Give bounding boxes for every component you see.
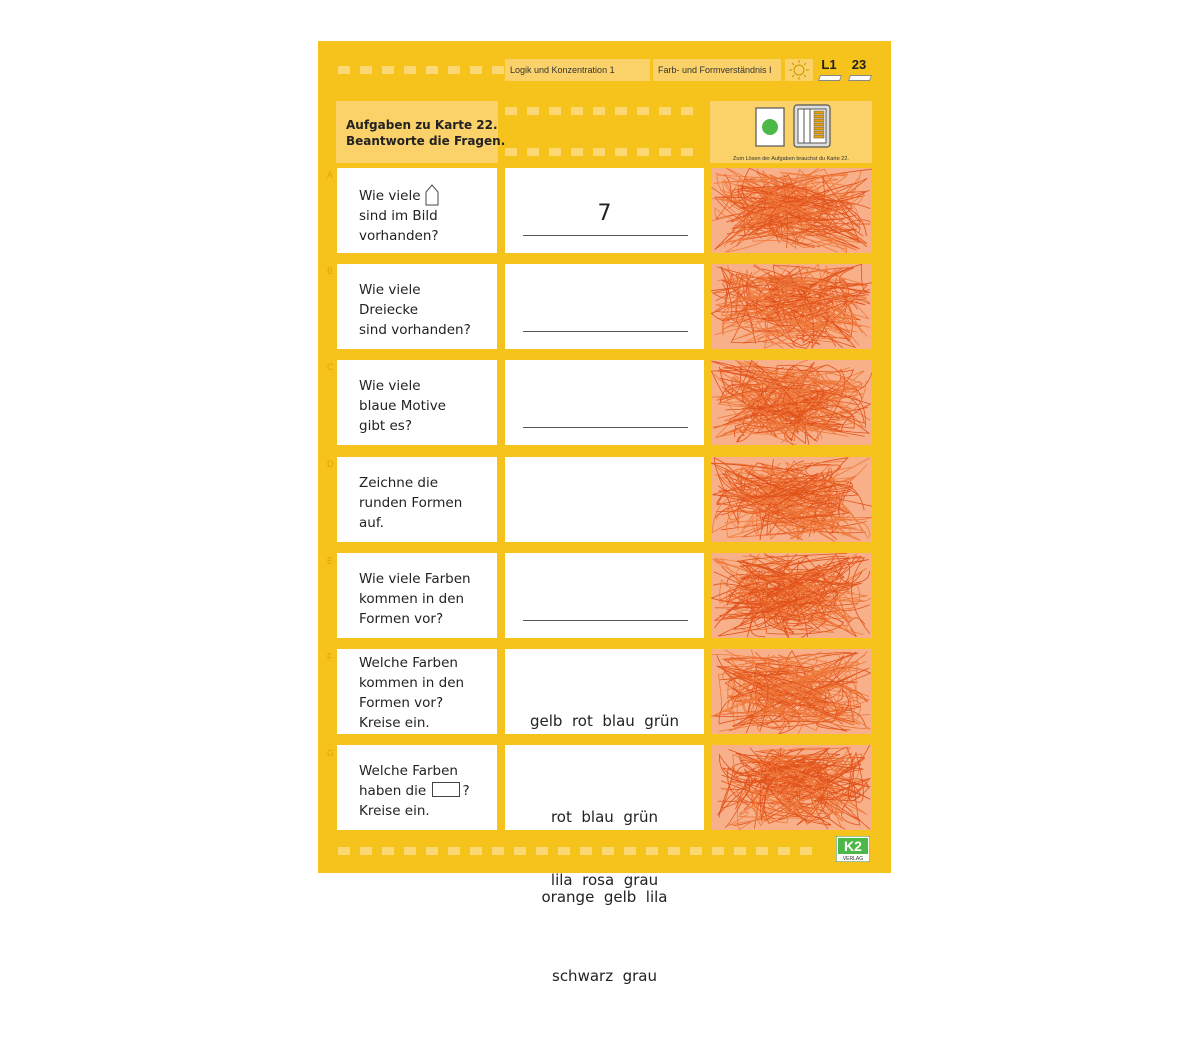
tools-note: Zum Lösen der Aufgaben brauchst du Karte 22. [733,156,849,162]
row-letter: F [327,652,333,662]
svg-text:K2: K2 [844,838,862,854]
title-dash-row-top [505,107,693,115]
question-cell [337,168,497,253]
title-line-1: Aufgaben zu Karte 22. [346,118,498,132]
scribble-texture [711,457,872,542]
question-cell [337,457,497,542]
svg-text:VERLAG: VERLAG [842,856,864,862]
bottom-dash-row [338,847,812,855]
topic-label: Farb- und Formverständnis I [653,59,781,81]
question-line: runden Formen [359,495,463,511]
color-options-cell[interactable] [505,649,704,889]
question-line: gibt es? [359,418,412,434]
scribble-image [711,649,872,734]
scribble-texture [711,649,872,734]
question-line: Wie viele [359,378,421,394]
answer-line [523,620,688,621]
question-line: Wie viele [359,282,421,298]
row-letter: A [327,170,334,180]
answer-cell[interactable] [505,553,704,638]
color-options-line[interactable]: gelb rot blau grün [529,712,680,730]
row-letter: B [327,266,334,276]
question-line: Formen vor? [359,611,444,627]
eraser-icon [818,75,842,81]
k2-verlag-logo [836,836,870,862]
question-cell [337,745,497,830]
scribble-texture [711,168,872,253]
answer-cell[interactable] [505,264,704,349]
row-letter: G [327,748,335,758]
scribble-texture [711,745,872,830]
question-line: auf. [359,515,384,531]
answer-line [523,427,688,428]
question-cell [337,553,497,638]
row-letter: D [327,459,334,469]
question-line: Wie viele Farben [359,571,471,587]
question-cell [337,360,497,445]
question-line: sind vorhanden? [359,322,471,338]
question-line: sind im Bild [359,208,438,224]
drawing-area[interactable] [505,457,704,542]
scribble-texture [711,553,872,638]
color-options-line[interactable]: schwarz grau [552,967,657,985]
question-cell [337,264,497,349]
question-line: Dreiecke [359,302,419,318]
task-title [336,101,506,163]
question-line: haben die [359,783,427,799]
scribble-image [711,264,872,349]
question-line: kommen in den [359,675,465,691]
subject-label: Logik und Konzentration 1 [505,59,650,81]
answer-value: 7 [597,201,612,226]
rectangle-shape-icon [432,782,460,797]
title-line-2: Beantworte die Fragen. [346,134,506,148]
question-line: kommen in den [359,591,465,607]
scribble-image [711,168,872,253]
scribble-image [711,745,872,830]
scribble-texture [711,360,872,445]
card-number-badge [846,57,872,83]
question-line: Wie viele [359,188,421,204]
row-letter: C [327,362,334,372]
answer-cell[interactable] [505,168,704,253]
abacus-icon [793,104,831,148]
question-line: Welche Farben [359,763,458,779]
scribble-image [711,553,872,638]
title-dash-row-bottom [505,148,693,156]
color-options-line[interactable]: lila rosa grau [550,871,659,889]
question-line: Kreise ein. [359,803,430,819]
eraser-icon [848,75,872,81]
green-dot-card-icon [755,107,785,147]
level-label: L1 [821,57,837,72]
scribble-image [711,457,872,542]
card-number: 23 [851,57,867,72]
answer-line [523,331,688,332]
question-line: Welche Farben [359,655,458,671]
scribble-texture [711,264,872,349]
sun-icon [785,59,813,81]
question-line: Zeichne die [359,475,439,491]
answer-cell[interactable] [505,360,704,445]
scribble-image [711,360,872,445]
row-letter: E [327,556,334,566]
top-dash-row [338,66,504,74]
question-line: vorhanden? [359,228,439,244]
question-line: Formen vor? [359,695,444,711]
question-mark: ? [462,783,470,799]
color-options-line[interactable]: rot blau grün [550,808,659,826]
question-line: blaue Motive [359,398,446,414]
level-badge [816,57,842,83]
tools-box [710,101,872,163]
question-cell [337,649,497,734]
answer-line [523,235,688,236]
color-options-line[interactable]: orange gelb lila [541,887,668,906]
house-shape-icon [425,184,439,206]
question-line: Kreise ein. [359,715,430,731]
